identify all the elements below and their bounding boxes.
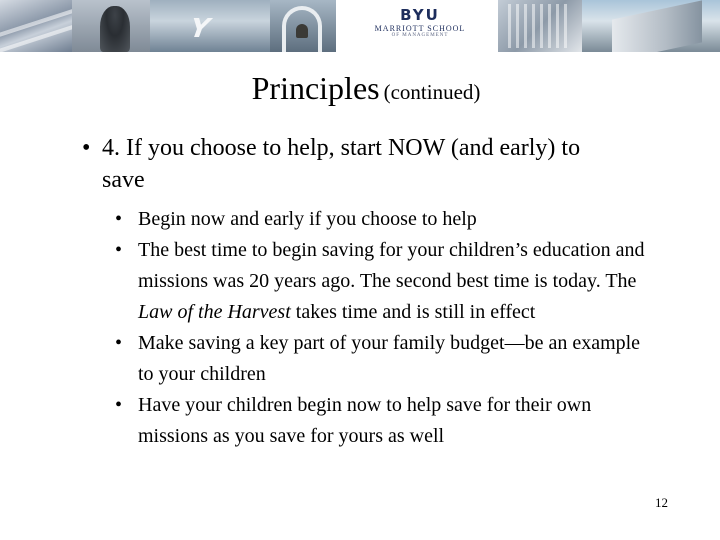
bullet-text: Make saving a key part of your family budget—be an example to your children <box>138 332 641 385</box>
banner-spacer-2 <box>486 0 498 52</box>
bullet-dot: • <box>115 208 123 230</box>
statue-image <box>100 6 130 52</box>
bell-icon <box>282 6 322 52</box>
list-item <box>0 328 658 390</box>
slide-title-suffix: (continued) <box>383 80 481 104</box>
main-point <box>82 132 581 193</box>
banner-photo-bell <box>270 0 336 52</box>
banner-photo-y-mountain <box>150 0 270 52</box>
list-item <box>0 235 658 328</box>
bullet-text-tail: takes time and is still in effect <box>290 301 536 323</box>
list-item <box>0 204 658 235</box>
bullet-italic-phrase: Law of the Harvest <box>138 301 291 323</box>
bullet-dot: • <box>115 394 123 416</box>
bullet-text: Have your children begin now to help save for their own missions as you save for yours as well <box>138 394 592 447</box>
byu-logo-title: BYU <box>400 6 440 24</box>
byu-logo-tagline: OF MANAGEMENT <box>391 33 449 38</box>
bullet-dot: • <box>115 332 123 354</box>
slide-title <box>0 70 720 107</box>
byu-logo <box>354 0 486 52</box>
bullet-dot: • <box>115 239 123 261</box>
banner-photo-architecture <box>0 0 72 52</box>
banner-photo-statue <box>72 0 150 52</box>
sub-bullet-list <box>0 204 720 452</box>
header-banner <box>0 0 720 52</box>
main-point-text: 4. If you choose to help, start NOW (and early) to save <box>102 135 581 193</box>
slide-title-main: Principles <box>251 70 380 106</box>
bullet-text: Begin now and early if you choose to help <box>138 208 477 230</box>
y-mountain-icon: Y <box>184 14 215 44</box>
banner-photo-building <box>498 0 582 52</box>
list-item <box>0 390 658 452</box>
banner-spacer <box>336 0 354 52</box>
main-point-bullet: • <box>82 135 91 161</box>
bullet-text: The best time to begin saving for your children’s education and missions was 20 years ago. The second best time is today. The <box>138 239 645 292</box>
page-number: 12 <box>655 495 668 510</box>
banner-photo-tower <box>582 0 720 52</box>
byu-logo-school: MARRIOTT SCHOOL <box>374 24 466 33</box>
